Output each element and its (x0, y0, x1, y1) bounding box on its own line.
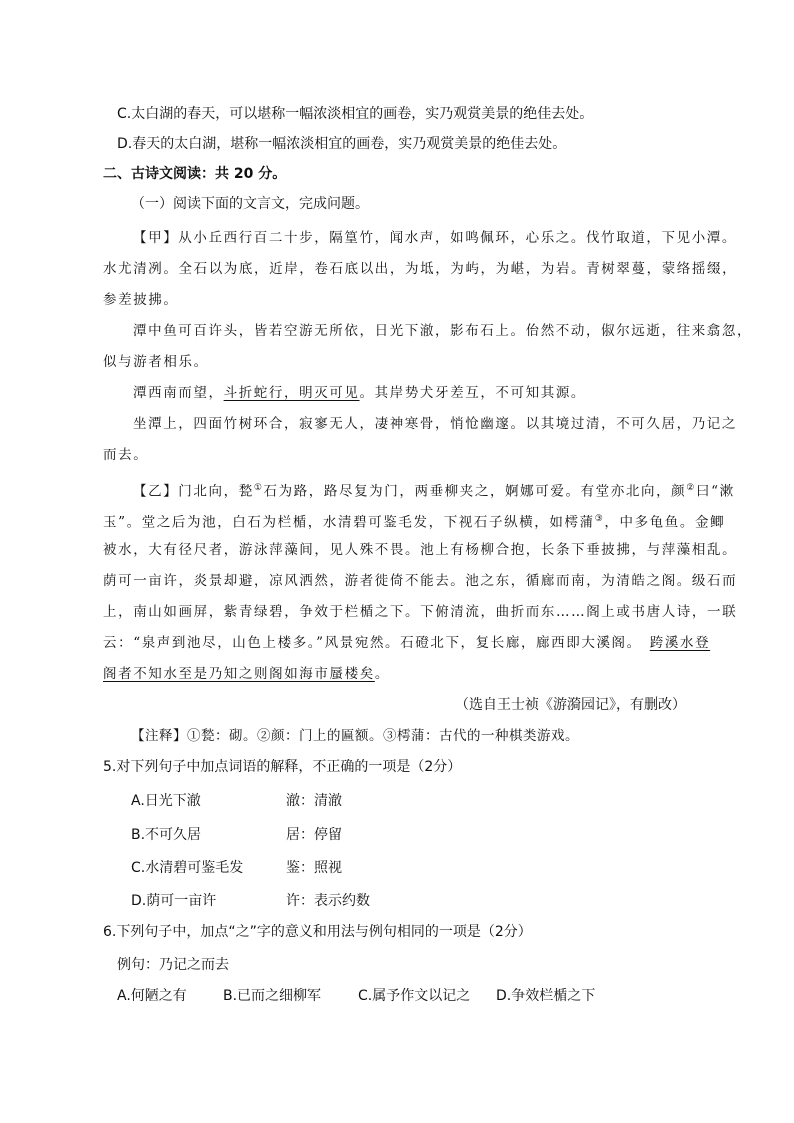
q5-option-d-gloss: 许：表示约数 (286, 893, 370, 909)
note-marker-3: ③ (594, 514, 605, 524)
jia-p4-line1: 坐潭上，四面竹树环合，寂寥无人，凄神寒骨，悄怆幽邃。以其境过清，不可久居，乃记之 (133, 416, 737, 432)
yi-line3: 被水，大有径尺者，游泳萍藻间，见人殊不畏。池上有杨柳合抱，长条下垂披拂，与萍藻相乱。 (103, 542, 738, 558)
jia-p2-line1: 潭中鱼可百许头，皆若空游无所依，日光下澈，影布石上。佁然不动，俶尔远逝，往来翕忽， (133, 323, 753, 339)
jia-p2-line2: 似与游者相乐。 (103, 354, 209, 370)
yi-line6-underlined: 跨溪水登 (649, 635, 711, 651)
q6-option-a: A.何陋之有 (117, 988, 187, 1004)
q5-option-a (131, 791, 201, 811)
yi-line1-c: 曰“漱 (695, 483, 735, 500)
yi-line6-a: 云：“泉声到池尽，山色上楼多。”风景宛然。石磴北下，复长廊，廊西即大溪阁。 (103, 635, 642, 651)
q5-option-b-gloss: 居：停留 (286, 827, 342, 843)
q5-option-a-sentence: A.日光下澈 (131, 793, 201, 809)
q5-option-c-gloss: 鉴：照视 (286, 860, 342, 876)
yi-line6 (103, 633, 710, 653)
yi-line5: 上，南山如画屏，紫青绿碧，争效于栏楯之下。下俯清流，曲折而东……阁上或书唐人诗，一联 (103, 604, 738, 620)
q5-option-a-gloss: 澈：清澈 (286, 793, 342, 809)
question-5-stem: 5.对下列句子中加点词语的解释，不正确的一项是（2分） (103, 759, 462, 775)
yi-line1-a: 【乙】门北向，甃 (133, 483, 254, 500)
q6-example: 例句：乃记之而去 (117, 957, 229, 973)
yi-line1 (133, 478, 735, 502)
yi-line2 (103, 509, 725, 533)
jia-p1-line2: 水尤清冽。全石以为底，近岸，卷石底以出，为坻，为屿，为嵁，为岩。青树翠蔓，蒙络摇缀， (103, 261, 738, 277)
question-6-stem: 6.下列句子中，加点“之”字的意义和用法与例句相同的一项是（2分） (103, 924, 532, 940)
note-marker-1: ① (253, 483, 264, 493)
q5-option-b-sentence: B.不可久居 (131, 827, 202, 843)
yi-line1-b: 石为路，路尽复为门，两垂柳夹之，婀娜可爱。有堂亦北向，颜 (263, 483, 687, 500)
section-heading: 二、古诗文阅读：共 20 分。 (103, 166, 287, 182)
q6-option-c: C.属予作文以记之 (358, 988, 471, 1004)
jia-p3-pre: 潭西南而望， (133, 385, 224, 401)
yi-line2-b: ，中多龟鱼。金鲫 (604, 514, 726, 531)
sub-heading: （一）阅读下面的文言文，完成问题。 (131, 196, 369, 212)
yi-line7-underlined: 阁者不知水至是乃知之则阁如海市蜃楼矣 (103, 666, 375, 682)
yi-line7 (103, 664, 390, 684)
jia-p3-line (133, 383, 586, 403)
jia-p4-line2: 而去。 (103, 447, 149, 463)
q5-option-d (131, 891, 216, 911)
jia-p1-line3: 参差披拂。 (103, 292, 179, 308)
annotation-notes: 【注释】①甃：砌。②颜：门上的匾额。③樗蒲：古代的一种棋类游戏。 (131, 728, 579, 744)
q5-option-d-sentence: D.荫可一亩许 (131, 893, 217, 909)
q5-option-c-sentence: C.水清碧可鉴毛发 (131, 860, 244, 876)
option-c-line: C.太白湖的春天，可以堪称一幅浓淡相宜的画卷，实乃观赏美景的绝佳去处。 (117, 106, 594, 122)
q5-option-b (131, 825, 201, 845)
yi-line7-post: 。 (374, 666, 390, 682)
source-citation: （选自王士祯《游漪园记》，有删改） (455, 697, 686, 713)
q5-option-c (131, 858, 243, 878)
yi-line4: 荫可一亩许，炎景却避，凉风洒然，游者徙倚不能去。池之东，循廊而南，为清皓之阁。级石而 (103, 573, 738, 589)
option-d-line: D.春天的太白湖，堪称一幅浓淡相宜的画卷，实乃观赏美景的绝佳去处。 (117, 136, 567, 152)
note-marker-2: ② (686, 483, 696, 493)
jia-p3-underlined: 斗折蛇行，明灭可见 (223, 385, 360, 401)
yi-line2-a: 玉”。堂之后为池，白石为栏楯，水清碧可鉴毛发，下视石子纵横，如樗蒲 (103, 514, 595, 531)
jia-p1-line1: 【甲】从小丘西行百二十步，隔篁竹，闻水声，如鸣佩环，心乐之。伐竹取道，下见小潭。 (133, 230, 737, 246)
jia-p3-post: 。其岸势犬牙差互，不可知其源。 (359, 385, 587, 401)
q6-option-b: B.已而之细柳军 (223, 988, 322, 1004)
q6-option-d: D.争效栏楯之下 (496, 988, 596, 1004)
